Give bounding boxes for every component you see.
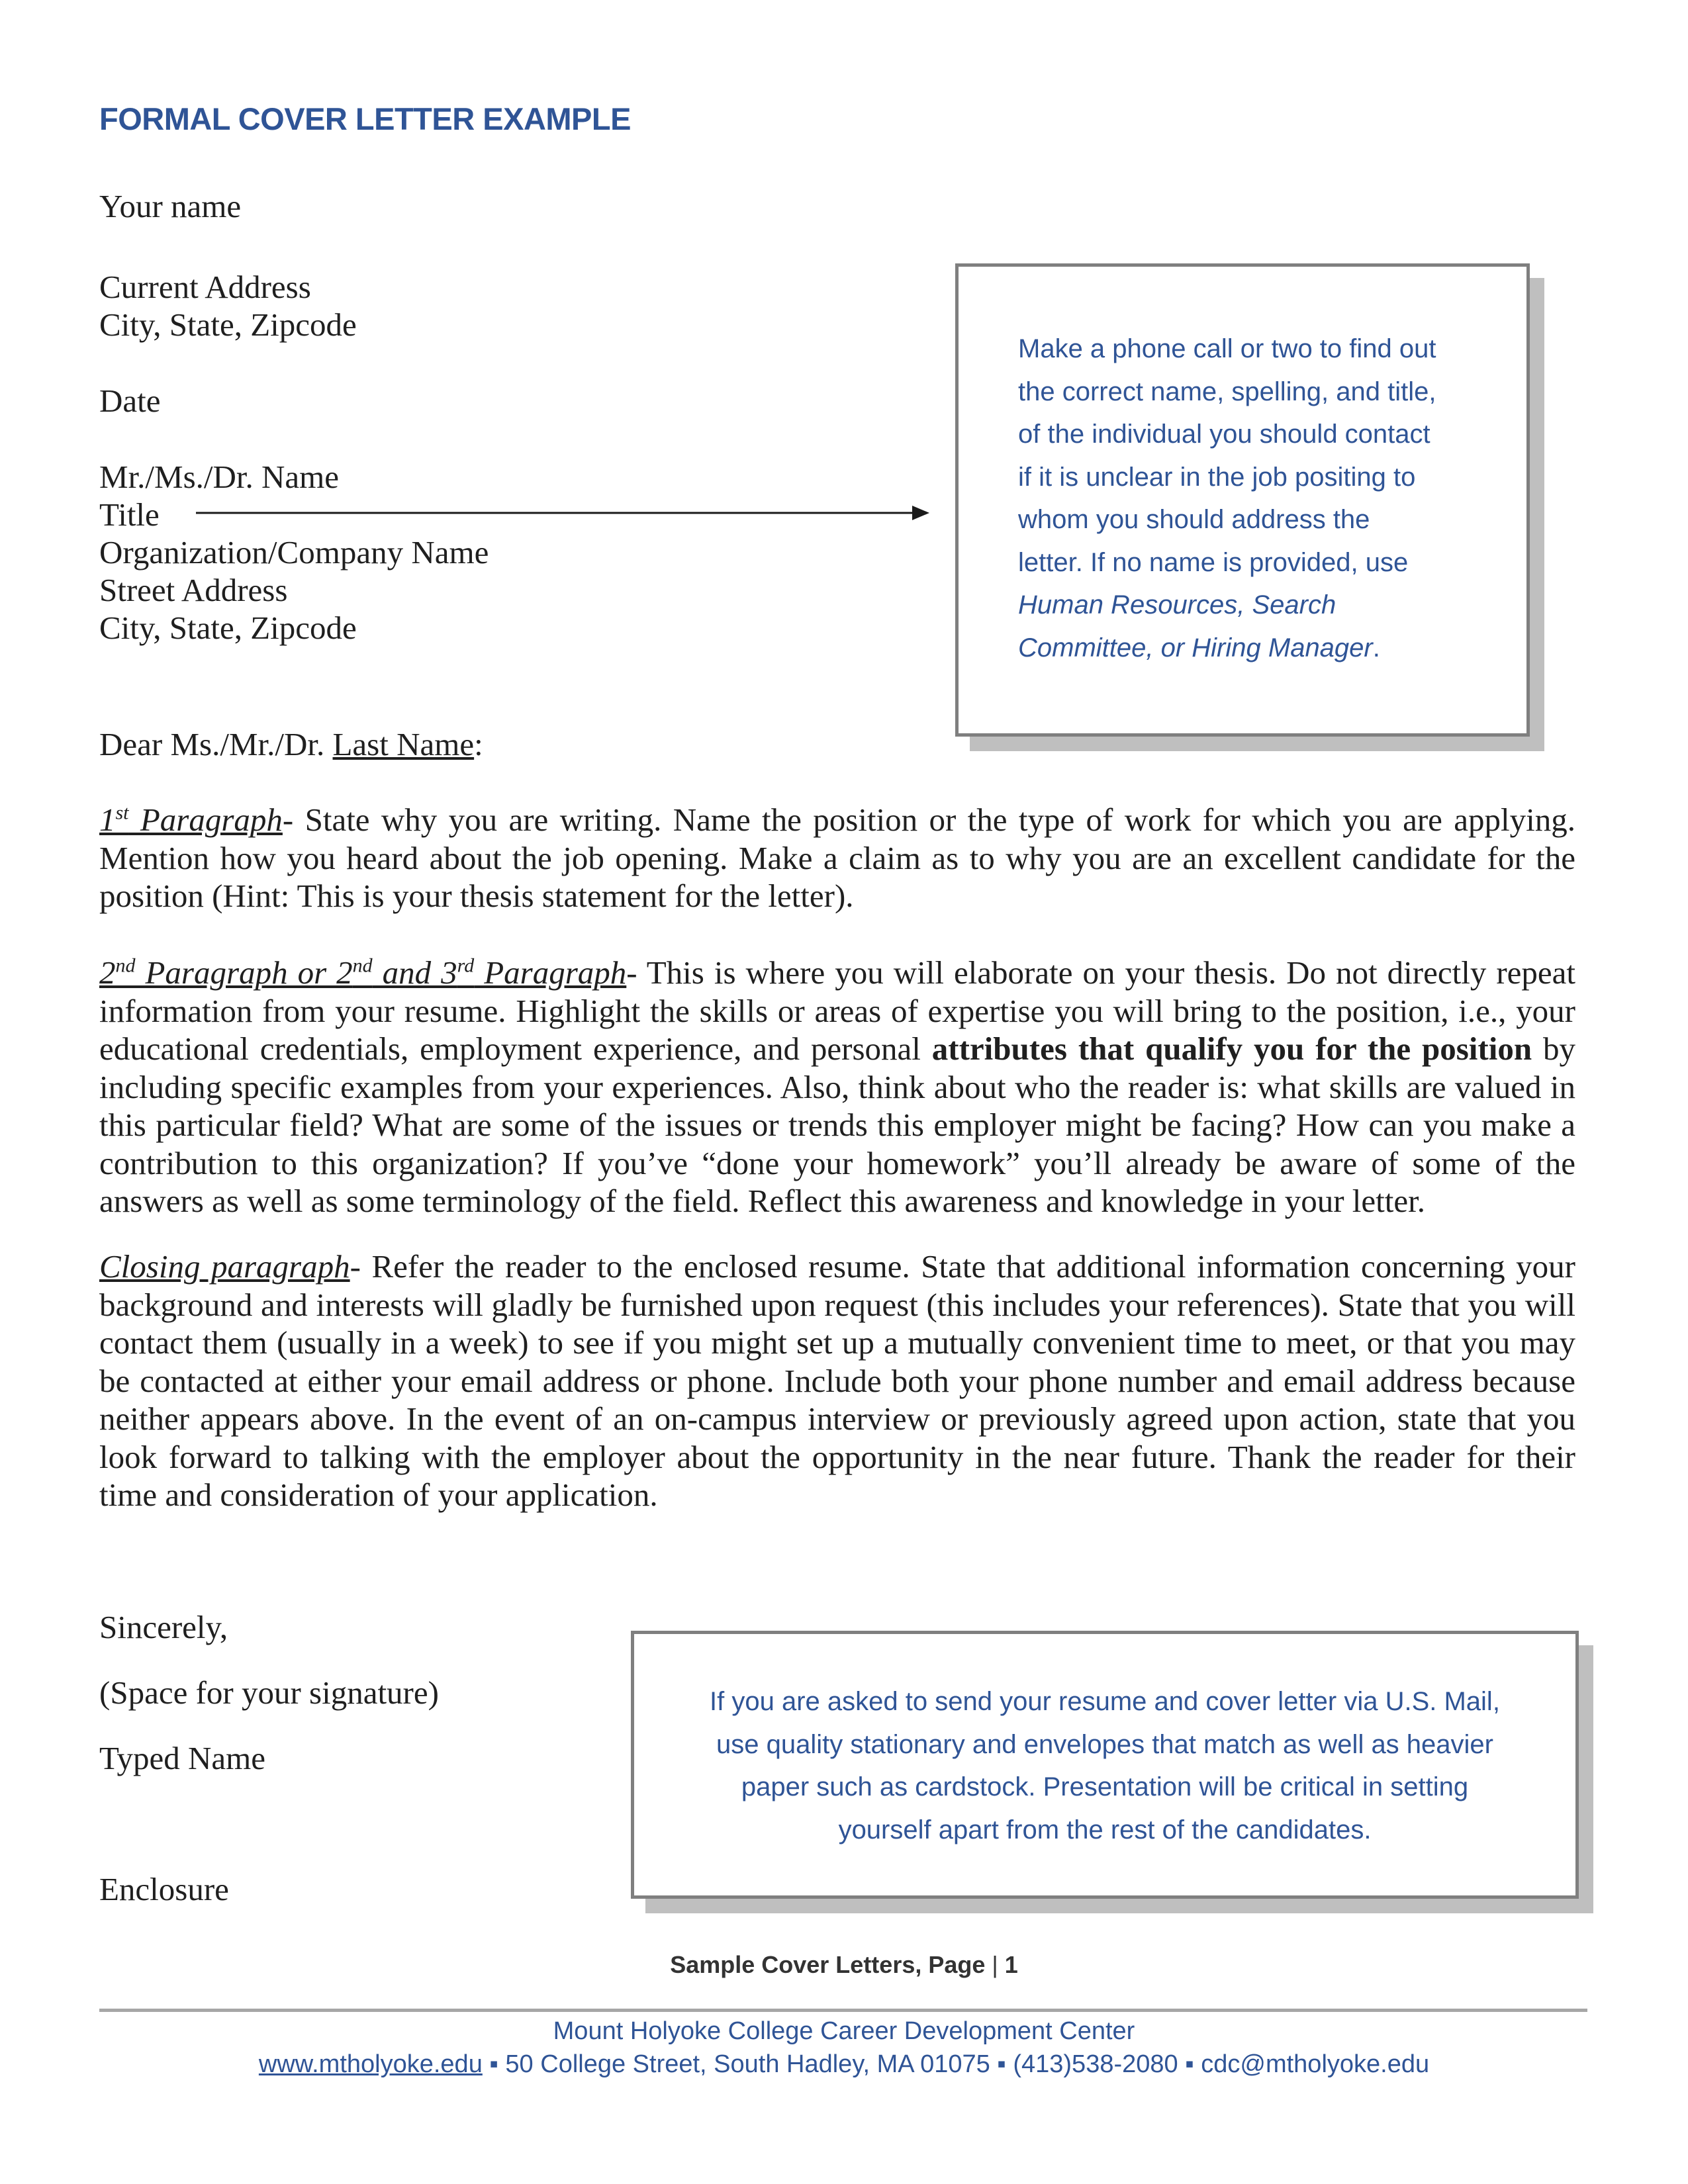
callout-line: use quality stationary and envelopes that match as well as heavier bbox=[716, 1729, 1493, 1759]
salutation-prefix: Dear Ms./Mr./Dr. bbox=[99, 726, 333, 762]
paragraph-1-body: - State why you are writing. Name the position or the type of work for which you are applying. Mention how you heard about the job opening. Make a claim as to why you are an excellent candidate for the position (Hint: This is your thesis statement for the letter). bbox=[99, 801, 1575, 914]
salutation bbox=[99, 725, 483, 764]
callout-line: the correct name, spelling, and title, bbox=[1018, 377, 1436, 406]
callout-period: . bbox=[1372, 633, 1380, 662]
callout-line: of the individual you should contact bbox=[1018, 420, 1430, 449]
callout-line: Make a phone call or two to find out bbox=[1018, 334, 1436, 363]
label-sup: nd bbox=[352, 954, 373, 977]
callout-box-mail bbox=[631, 1631, 1579, 1899]
callout-line: yourself apart from the rest of the candidates. bbox=[838, 1815, 1372, 1844]
salutation-last-name: Last Name bbox=[332, 726, 475, 762]
footer-separator: ▪ bbox=[1178, 2050, 1201, 2078]
footer-email[interactable]: cdc@mtholyoke.edu bbox=[1201, 2050, 1430, 2078]
label-part: Paragraph bbox=[474, 954, 627, 991]
typed-name: Typed Name bbox=[99, 1740, 266, 1776]
callout-italic-line: Committee, or Hiring Manager bbox=[1018, 633, 1373, 662]
enclosure: Enclosure bbox=[99, 1871, 229, 1907]
website-link[interactable]: www.mtholyoke.edu bbox=[258, 2050, 483, 2078]
footer-organization: Mount Holyoke College Career Development Center bbox=[553, 2017, 1135, 2045]
footer-separator: ▪ bbox=[990, 2050, 1013, 2078]
callout-line: whom you should address the bbox=[1018, 505, 1370, 534]
callout-box-contact bbox=[955, 263, 1530, 737]
callout-line: If you are asked to send your resume and cover letter via U.S. Mail, bbox=[710, 1687, 1500, 1716]
recipient-org: Organization/Company Name bbox=[99, 534, 489, 570]
footer-separator: ▪ bbox=[482, 2050, 506, 2078]
recipient-title: Title bbox=[99, 496, 160, 533]
sender-address: Current Address bbox=[99, 269, 311, 305]
label-part: 2 bbox=[99, 954, 116, 991]
paragraph-2-bold: attributes that qualify you for the position bbox=[931, 1030, 1532, 1067]
footer-contact bbox=[0, 2050, 1688, 2079]
paragraph-1-label bbox=[99, 801, 283, 838]
paragraph-closing-label: Closing paragraph bbox=[99, 1248, 350, 1285]
page-label-text: Sample Cover Letters, Page bbox=[670, 1951, 986, 1978]
recipient-name: Mr./Ms./Dr. Name bbox=[99, 459, 340, 495]
page-number: 1 bbox=[1004, 1951, 1018, 1978]
label-part: and 3 bbox=[372, 954, 457, 991]
page-label bbox=[0, 1951, 1688, 1979]
letter-date: Date bbox=[99, 383, 161, 419]
label-sup: st bbox=[115, 801, 129, 824]
callout-line: paper such as cardstock. Presentation will be critical in setting bbox=[741, 1772, 1469, 1801]
signature-space: (Space for your signature) bbox=[99, 1674, 439, 1711]
sign-off: Sincerely, bbox=[99, 1609, 228, 1645]
footer-street: 50 College Street, South Hadley, MA 01075 bbox=[505, 2050, 990, 2078]
callout-italic-line: Human Resources, Search bbox=[1018, 590, 1336, 619]
salutation-colon: : bbox=[474, 726, 483, 762]
page-separator: | bbox=[985, 1951, 1005, 1978]
label-sup: nd bbox=[115, 954, 136, 977]
label-part: Paragraph bbox=[128, 801, 283, 838]
footer-phone: (413)538-2080 bbox=[1013, 2050, 1178, 2078]
paragraph-2-body-cont: by including specific examples from your experiences. Also, think about who the reader is: what skills are valued in this particular field? What are some of the issues or trends this employer might be facing? How can you make a contribution to this organization? If you’ve “done your homework” you’ll already be aware of some of the answers as well as some terminology of the field. Reflect this awareness and knowledge in your letter. bbox=[99, 1030, 1576, 1219]
label-part: 1 bbox=[99, 801, 116, 838]
callout-contact-text bbox=[1018, 328, 1508, 669]
label-part: Paragraph or 2 bbox=[135, 954, 353, 991]
callout-mail-text bbox=[634, 1680, 1575, 1851]
paragraph-2 bbox=[99, 954, 1575, 1220]
pointer-arrow-icon bbox=[196, 503, 931, 523]
recipient-city: City, State, Zipcode bbox=[99, 610, 357, 646]
recipient-street: Street Address bbox=[99, 572, 288, 608]
page-title: FORMAL COVER LETTER EXAMPLE bbox=[99, 101, 631, 136]
paragraph-2-label bbox=[99, 954, 626, 991]
sender-city: City, State, Zipcode bbox=[99, 306, 357, 343]
callout-line: letter. If no name is provided, use bbox=[1018, 547, 1409, 577]
sender-name: Your name bbox=[99, 188, 242, 224]
footer-divider bbox=[99, 2009, 1587, 2012]
paragraph-closing-body: - Refer the reader to the enclosed resume. State that additional information concerning your background and interests will gladly be furnished upon request (this includes your references). State that you will contact them (usually in a week) to see if you might set up a mutually convenient time to meet, or that you may be contacted at either your email address or phone. Include both your phone number and email address because neither appears above. In the event of an on-campus interview or previously agreed upon action, state that you look forward to talking with the employer about the opportunity in the near future. Thank the reader for their time and consideration of your application. bbox=[99, 1248, 1575, 1513]
paragraph-1 bbox=[99, 801, 1575, 915]
paragraph-2-body: - This is where you will elaborate on your thesis. Do not directly repeat information from your resume. Highlight the skills or areas of expertise you will bring to the position, i.e., your educational credentials, employment experience, and personal bbox=[99, 954, 1575, 1067]
paragraph-closing bbox=[99, 1248, 1575, 1514]
label-sup: rd bbox=[457, 954, 475, 977]
callout-line: if it is unclear in the job positing to bbox=[1018, 462, 1416, 492]
